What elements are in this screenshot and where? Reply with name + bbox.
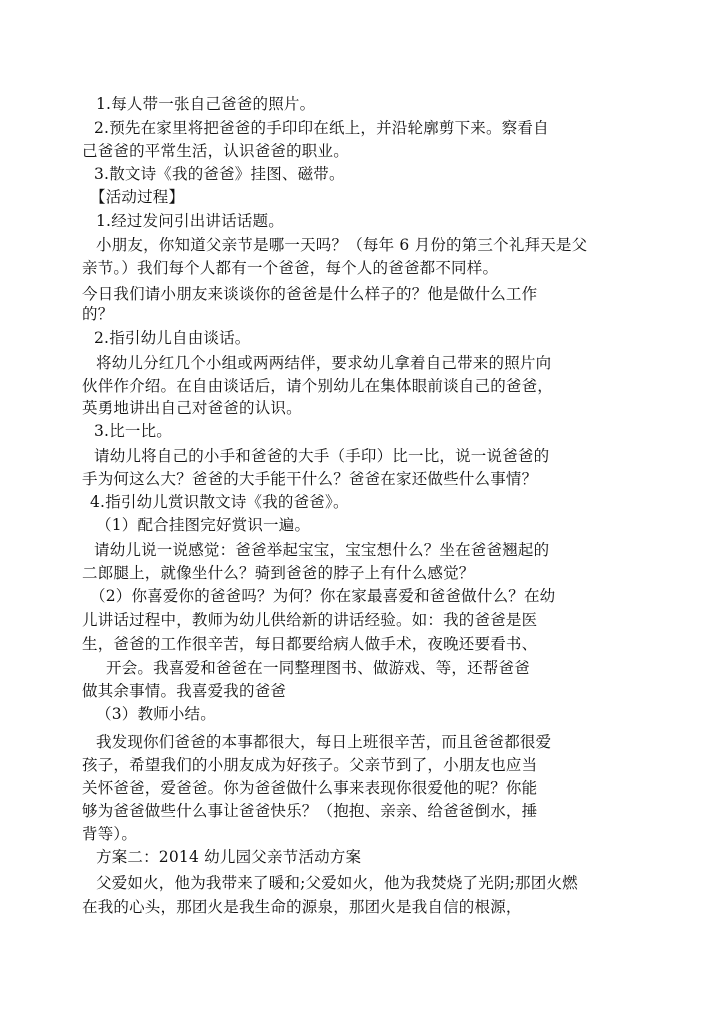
text-line: 3.散文诗《我的爸爸》挂图、磁带。 bbox=[94, 165, 345, 183]
text-line: 3.比一比。 bbox=[94, 422, 172, 440]
text-line: 请幼儿说一说感觉：爸爸举起宝宝，宝宝想什么？坐在爸爸翘起的 bbox=[94, 541, 550, 559]
text-line: 2.预先在家里将把爸爸的手印印在纸上，并沿轮廓剪下来。察看自 bbox=[94, 119, 549, 137]
text-line: 开会。我喜爱和爸爸在一同整理图书、做游戏、等，还帮爸爸 bbox=[106, 659, 530, 677]
text-line: 1.经过发问引出讲话话题。 bbox=[96, 212, 284, 230]
text-line: 二郎腿上，就像坐什么？骑到爸爸的脖子上有什么感觉？ bbox=[82, 564, 475, 582]
text-line: 请幼儿将自己的小手和爸爸的大手（手印）比一比，说一说爸爸的 bbox=[94, 447, 550, 465]
text-line: 将幼儿分红几个小组或两两结伴，要求幼儿拿着自己带来的照片向 bbox=[96, 354, 552, 372]
text-line: 英勇地讲出自己对爸爸的认识。 bbox=[82, 399, 302, 417]
text-line: 我发现你们爸爸的本事都很大，每日上班很辛苦，而且爸爸都很爱 bbox=[96, 733, 552, 751]
text-line: 的？ bbox=[82, 305, 114, 323]
text-line: 2.指引幼儿自由谈话。 bbox=[94, 329, 251, 347]
text-line: 够为爸爸做些什么事让爸爸快乐？（抱抱、亲亲、给爸爸倒水，捶 bbox=[82, 802, 538, 820]
text-line: 关怀爸爸，爱爸爸。你为爸爸做什么事来表现你很爱他的呢？你能 bbox=[82, 779, 538, 797]
text-line: （2）你喜爱你的爸爸吗？为何？你在家最喜爱和爸爸做什么？在幼 bbox=[90, 587, 556, 605]
section-heading: 【活动过程】 bbox=[90, 188, 185, 206]
text-line: 伙伴作介绍。在自由谈话后，请个别幼儿在集体眼前谈自己的爸爸， bbox=[82, 377, 554, 395]
text-line: 己爸爸的平常生活，认识爸爸的职业。 bbox=[82, 142, 349, 160]
text-line: 生，爸爸的工作很辛苦，每日都要给病人做手术，夜晚还要看书、 bbox=[82, 635, 538, 653]
text-line: 手为何这么大？爸爸的大手能干什么？爸爸在家还做些什么事情？ bbox=[82, 470, 538, 488]
text-line: 父爱如火，他为我带来了暖和;父爱如火，他为我焚烧了光阴;那团火燃 bbox=[96, 874, 578, 892]
text-line: 儿讲话过程中，教师为幼儿供给新的讲话经验。如：我的爸爸是医 bbox=[82, 611, 538, 629]
text-line: 小朋友，你知道父亲节是哪一天吗？（每年 6 月份的第三个礼拜天是父 bbox=[96, 236, 588, 254]
text-line: （3）教师小结。 bbox=[96, 705, 216, 723]
section-heading: 方案二：2014 幼儿园父亲节活动方案 bbox=[96, 848, 362, 866]
text-line: 背等）。 bbox=[82, 825, 138, 843]
text-line: 在我的心头，那团火是我生命的源泉，那团火是我自信的根源， bbox=[82, 898, 522, 916]
text-line: 做其余事情。我喜爱我的爸爸 bbox=[82, 682, 287, 700]
text-line: 4.指引幼儿赏识散文诗《我的爸爸》。 bbox=[90, 493, 349, 511]
text-line: （1）配合挂图完好赏识一遍。 bbox=[96, 516, 311, 534]
text-line: 今日我们请小朋友来谈谈你的爸爸是什么样子的？他是做什么工作 bbox=[82, 285, 538, 303]
text-line: 1.每人带一张自己爸爸的照片。 bbox=[96, 95, 316, 113]
text-line: 孩子，希望我们的小朋友成为好孩子。父亲节到了，小朋友也应当 bbox=[82, 756, 538, 774]
text-line: 亲节。）我们每个人都有一个爸爸，每个人的爸爸都不同样。 bbox=[82, 259, 499, 277]
